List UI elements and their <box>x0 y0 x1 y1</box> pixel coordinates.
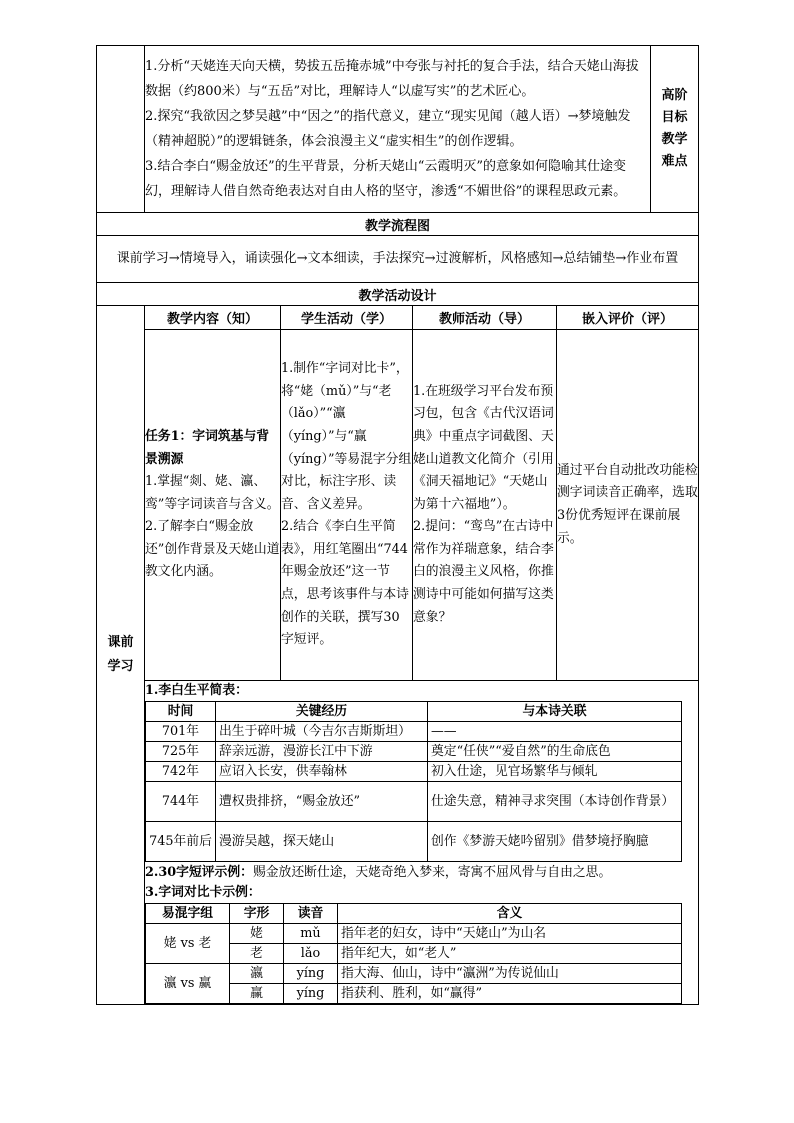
flow-title-row <box>97 213 699 236</box>
bio-year: 701年 <box>146 722 216 742</box>
card-header-row <box>146 904 682 924</box>
card-meaning: 指大海、仙山，诗中“瀛洲”为传说仙山 <box>338 964 682 984</box>
flow-row <box>97 236 699 283</box>
content-cell <box>145 330 281 681</box>
bio-link: 初入仕途，见官场繁华与倾轧 <box>428 762 682 782</box>
student-activity: 2.结合《李白生平简表》，用红笔圈出“744年赐金放还”这一节点，思考该事件与本诗创作的关联，撰写30字短评。 <box>281 519 409 648</box>
header-content: 教学内容（知） <box>145 306 281 330</box>
objective-item: 1.分析“天姥连天向天横，势拔五岳掩赤城”中夸张与衬托的复合手法，结合天姥山海拔数据（约800米）与“五岳”对比，理解诗人“以虚写实”的艺术匠心。 <box>145 59 639 99</box>
teacher-activity: 2.提问：“鸾鸟”在古诗中常作为祥瑞意象，结合李白的浪漫主义风格，你推测诗中可能如何描写这类意象？ <box>413 519 554 625</box>
bio-year: 725年 <box>146 742 216 762</box>
content-point: 2.了解李白“赐金放还”创作背景及天姥山道教文化内涵。 <box>145 519 280 580</box>
card-pinyin: lǎo <box>284 944 338 964</box>
card-group: 瀛 vs 赢 <box>146 964 230 1004</box>
card-pinyin: mǔ <box>284 924 338 944</box>
card-char: 姥 <box>230 924 284 944</box>
teacher-activity: 1.在班级学习平台发布预习包，包含《古代汉语词典》中重点字词截图、天姥山道教文化简介（引用《洞天福地记》“天姥山为第十六福地”）。 <box>413 383 554 512</box>
bio-table-title: 1.李白生平简表： <box>145 683 248 698</box>
bio-link: —— <box>428 722 682 742</box>
header-evaluation: 嵌入评价（评） <box>557 306 699 330</box>
bio-year: 742年 <box>146 762 216 782</box>
card-meaning: 指年纪大，如“老人” <box>338 944 682 964</box>
card-pinyin: yíng <box>284 964 338 984</box>
header-student: 学生活动（学） <box>281 306 413 330</box>
flow-text: 课前学习→情境导入，诵读强化→文本细读，手法探究→过渡解析，风格感知→总结铺垫→作业布置 <box>97 236 699 283</box>
bio-year: 744年 <box>146 782 216 822</box>
flow-title: 教学流程图 <box>97 213 699 236</box>
content-point: 1.掌握“剡、姥、瀛、鸾”等字词读音与含义。 <box>145 474 280 512</box>
card-meaning: 指获利、胜利，如“赢得” <box>338 984 682 1004</box>
objective-item: 2.探究“我欲因之梦吴越”中“因之”的指代意义，建立“现实见闻（越人语）→梦境触发（精神超脱）”的逻辑链条，体会浪漫主义“虚实相生”的创作逻辑。 <box>145 109 631 149</box>
activity-body-row <box>97 330 699 681</box>
table-row <box>146 964 682 984</box>
card-group: 姥 vs 老 <box>146 924 230 964</box>
review-text: 赐金放还断仕途，天姥奇绝入梦来，寄寓不屈风骨与自由之思。 <box>252 865 612 880</box>
card-header: 读音 <box>284 904 338 924</box>
card-header: 字形 <box>230 904 284 924</box>
activity-title-row <box>97 283 699 306</box>
bio-header-row <box>146 702 682 722</box>
blank-cell <box>97 46 145 213</box>
table-row <box>146 742 682 762</box>
bio-event: 漫游吴越，探天姥山 <box>216 822 428 862</box>
bio-link: 仕途失意，精神寻求突围（本诗创作背景） <box>428 782 682 822</box>
table-row <box>146 782 682 822</box>
table-row <box>146 822 682 862</box>
bio-event: 辞亲远游，漫游长江中下游 <box>216 742 428 762</box>
student-activity: 1.制作“字词对比卡”，将“姥（mǔ）”与“老（lǎo）”“瀛（yíng）”与“赢（yíng）”等易混字分组对比，标注字形、读音、含义差异。 <box>281 361 412 512</box>
objectives-text <box>145 46 651 213</box>
activity-header-row <box>97 306 699 330</box>
evaluation-text: 通过平台自动批改功能检测字词读音正确率，选取3份优秀短评在课前展示。 <box>557 462 698 546</box>
task-title: 任务1：字词筑基与背景溯源 <box>145 428 270 467</box>
activity-title: 教学活动设计 <box>97 283 699 306</box>
bio-header: 关键经历 <box>216 702 428 722</box>
card-table-title: 3.字词对比卡示例： <box>145 885 261 900</box>
lesson-plan-page <box>96 45 698 1005</box>
lesson-plan-table <box>96 45 699 1005</box>
bio-event: 遭权贵排挤，“赐金放还” <box>216 782 428 822</box>
bio-header: 时间 <box>146 702 216 722</box>
bio-link: 奠定“任侠”“爱自然”的生命底色 <box>428 742 682 762</box>
bio-table <box>145 701 682 862</box>
review-label: 2.30字短评示例： <box>145 865 253 880</box>
objectives-row <box>97 46 699 213</box>
card-char: 赢 <box>230 984 284 1004</box>
bio-event: 出生于碎叶城（今吉尔吉斯斯坦） <box>216 722 428 742</box>
review-example <box>145 864 698 882</box>
objectives-side-label: 高阶 目标 教学 难点 <box>651 46 699 213</box>
card-header: 易混字组 <box>146 904 230 924</box>
table-row <box>146 924 682 944</box>
char-compare-table <box>145 903 682 1004</box>
objective-item: 3.结合李白“赐金放还”的生平背景，分析天姥山“云霞明灭”的意象如何隐喻其仕途变幻，理解诗人借自然奇绝表达对自由人格的坚守，渗透“不媚世俗”的课程思政元素。 <box>145 159 627 199</box>
bio-link: 创作《梦游天姥吟留别》借梦境抒胸臆 <box>428 822 682 862</box>
card-char: 老 <box>230 944 284 964</box>
appendix-cell <box>145 681 699 1005</box>
bio-header: 与本诗关联 <box>428 702 682 722</box>
student-cell <box>281 330 413 681</box>
appendix-row <box>97 681 699 1005</box>
teacher-cell <box>413 330 557 681</box>
evaluation-cell <box>557 330 699 681</box>
card-header: 含义 <box>338 904 682 924</box>
card-meaning: 指年老的妇女，诗中“天姥山”为山名 <box>338 924 682 944</box>
section-label-pre-study: 课前 学习 <box>97 306 145 1005</box>
header-teacher: 教师活动（导） <box>413 306 557 330</box>
card-pinyin: yíng <box>284 984 338 1004</box>
card-char: 瀛 <box>230 964 284 984</box>
bio-event: 应诏入长安，供奉翰林 <box>216 762 428 782</box>
bio-year: 745年前后 <box>146 822 216 862</box>
table-row <box>146 762 682 782</box>
table-row <box>146 722 682 742</box>
